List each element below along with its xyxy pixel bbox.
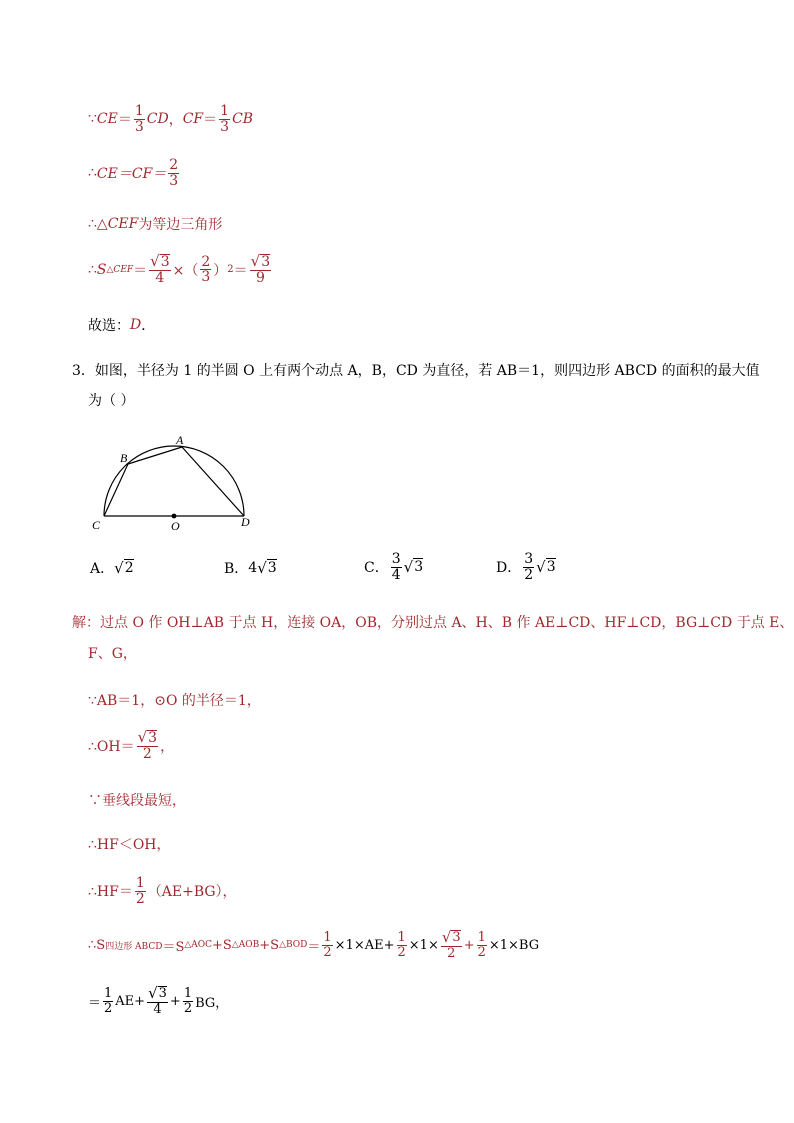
text: CE＝CF＝ [96, 166, 167, 183]
text: CF [182, 111, 204, 128]
text: ∵ [88, 111, 97, 128]
label-a: A [176, 433, 184, 447]
fraction: $\frac{1}{3}$ [220, 103, 230, 135]
sol2-line-1 [88, 104, 253, 134]
sol3-line-3: ∵AB＝1，⊙O 的半径＝1， [88, 693, 261, 709]
text: CB [232, 111, 254, 128]
text: CD [146, 111, 169, 128]
text: ∴ [88, 165, 97, 182]
label-o: O [171, 519, 180, 533]
text: CEF [107, 216, 139, 232]
sol3-line-1: 解：过点 O 作 OH⊥AB 于点 H，连接 OA，OB，分别过点 A、H、B 作 AE⊥CD、HF⊥CD，BG⊥CD 于点 E、 [72, 615, 794, 631]
label-d: D [241, 515, 250, 529]
fraction: $\frac{2}{3}$ [201, 253, 211, 286]
sol3-line-8: ∴S 四边形 ABCD ＝S △AOC +S △AOB +S △BOD ＝ $\frac{1}{2}$ ×1×AE+ $\frac{1}{2}$ ×1× √ 3 2 + $\frac{1}{2}$ ×1×BG [88, 928, 540, 961]
option-a[interactable]: A． √ 2 [90, 559, 134, 577]
fraction: $\frac{1}{3}$ [134, 103, 144, 135]
sol3-line-6: ∴HF＜OH， [88, 837, 171, 853]
text: CE [96, 111, 118, 128]
option-b[interactable]: B． 4 √ 3 [224, 559, 277, 577]
label-b: B [120, 451, 128, 465]
sol3-line-2: F、G， [88, 646, 137, 662]
fraction: √ 3 9 [250, 252, 271, 286]
sol2-line-5: 故选： D ． [88, 317, 156, 334]
text: ＝ [117, 112, 132, 129]
sol3-line-4: ∴OH＝ √ 3 2 ， [88, 728, 175, 762]
sol2-line-4: ∴ S △CEF ＝ √ 3 4 ×（ $\frac{2}{3}$ ） 2 ＝ √ 3 9 [88, 252, 271, 286]
sol3-line-9: ＝ $\frac{1}{2}$ AE+ √ 3 4 + $\frac{1}{2}$ BG， [88, 984, 229, 1017]
semicircle-figure [88, 428, 268, 538]
fraction: √ 3 4 [150, 252, 170, 286]
question-3-line-2: 为（ ） [88, 393, 135, 409]
sol3-line-5: ∵垂线段最短， [88, 793, 186, 809]
option-d[interactable]: D． $\frac{3}{2}$ √ 3 [496, 551, 556, 583]
option-c[interactable]: C． $\frac{3}{4}$ √ 3 [364, 551, 424, 583]
text: 为等边三角形 [138, 217, 223, 233]
sol2-line-3 [88, 214, 222, 234]
fraction: $\frac{2}{3}$ [169, 157, 179, 189]
text: ， [168, 112, 183, 129]
label-c: C [92, 518, 101, 532]
text: ＝ [203, 112, 218, 129]
sol3-line-7: ∴HF＝ $\frac{1}{2}$ （AE+BG）， [88, 875, 237, 907]
sol2-line-2 [88, 158, 181, 188]
text: ∴△ [88, 216, 108, 232]
question-3-line-1: 3．如图，半径为 1 的半圆 O 上有两个动点 A，B，CD 为直径，若 AB＝1，则四边形 ABCD 的面积的最大值 [72, 363, 760, 379]
